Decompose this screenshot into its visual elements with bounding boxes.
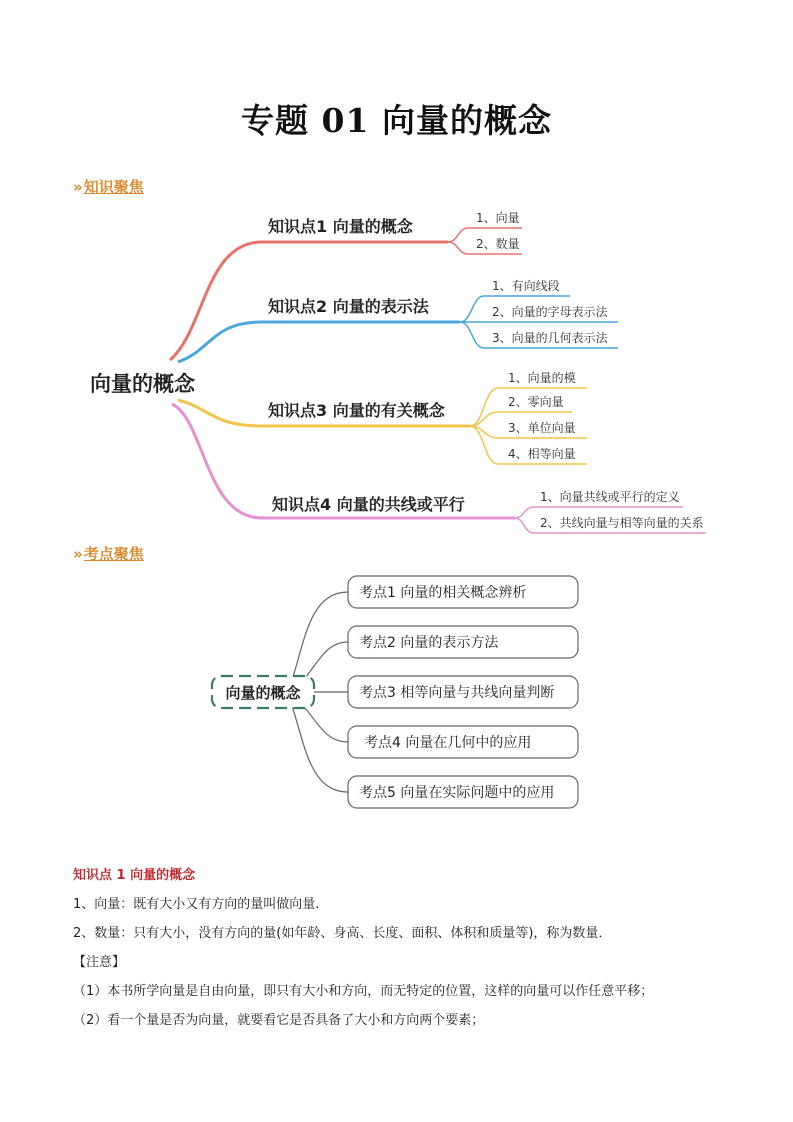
branch-label-4: 知识点4 向量的共线或平行 — [272, 495, 465, 514]
exam-line-5 — [292, 706, 348, 792]
page-title: 专题 01 向量的概念 — [241, 101, 552, 140]
exam-section-label: 考点聚焦 — [83, 545, 144, 563]
content-line-3: 【注意】 — [73, 955, 126, 970]
leaf-label-4-2: 2、共线向量与相等向量的关系 — [540, 516, 704, 530]
double-chevron-icon: » — [73, 178, 83, 196]
exam-line-4 — [300, 702, 348, 742]
content-line-2: 2、数量：只有大小，没有方向的量(如年龄、身高、长度、面积、体积和质量等)，称为数量． — [73, 926, 612, 941]
content-line-5: （2）看一个量是否为向量，就要看它是否具备了大小和方向两个要素； — [73, 1013, 485, 1028]
leaf-label-3-3: 3、单位向量 — [508, 421, 576, 435]
exam-item-3: 考点3 相等向量与共线向量判断 — [359, 685, 555, 701]
leaf-label-1-2: 2、数量 — [476, 237, 520, 251]
knowledge-root: 向量的概念 — [90, 372, 195, 396]
exam-root: 向量的概念 — [225, 684, 301, 702]
branch-label-1: 知识点1 向量的概念 — [268, 217, 413, 236]
exam-item-1: 考点1 向量的相关概念辨析 — [359, 585, 527, 601]
leaf-label-3-1: 1、向量的模 — [508, 371, 576, 385]
leaf-label-2-2: 2、向量的字母表示法 — [492, 305, 608, 319]
leaf-label-3-2: 2、零向量 — [508, 395, 564, 409]
exam-item-2: 考点2 向量的表示方法 — [359, 635, 499, 651]
leaf-label-2-3: 3、向量的几何表示法 — [492, 331, 608, 345]
leaf-label-2-1: 1、有向线段 — [492, 279, 560, 293]
branch-label-2: 知识点2 向量的表示法 — [268, 297, 429, 316]
branch-label-3: 知识点3 向量的有关概念 — [268, 401, 445, 420]
exam-line-1 — [292, 592, 348, 680]
double-chevron-icon: » — [73, 545, 83, 563]
exam-item-4: 考点4 向量在几何中的应用 — [364, 735, 532, 751]
leaf-label-1-1: 1、向量 — [476, 211, 520, 225]
leaf-label-4-1: 1、向量共线或平行的定义 — [540, 490, 680, 504]
content-line-4: （1）本书所学向量是自由向量，即只有大小和方向，而无特定的位置，这样的向量可以作任意平移； — [73, 984, 654, 999]
knowledge-section-label: 知识聚焦 — [83, 178, 144, 196]
leaf-label-3-4: 4、相等向量 — [508, 447, 576, 461]
knowledge-point-heading: 知识点 1 向量的概念 — [73, 868, 196, 883]
content-line-1: 1、向量：既有大小又有方向的量叫做向量. — [73, 897, 320, 912]
exam-item-5: 考点5 向量在实际问题中的应用 — [359, 785, 555, 801]
